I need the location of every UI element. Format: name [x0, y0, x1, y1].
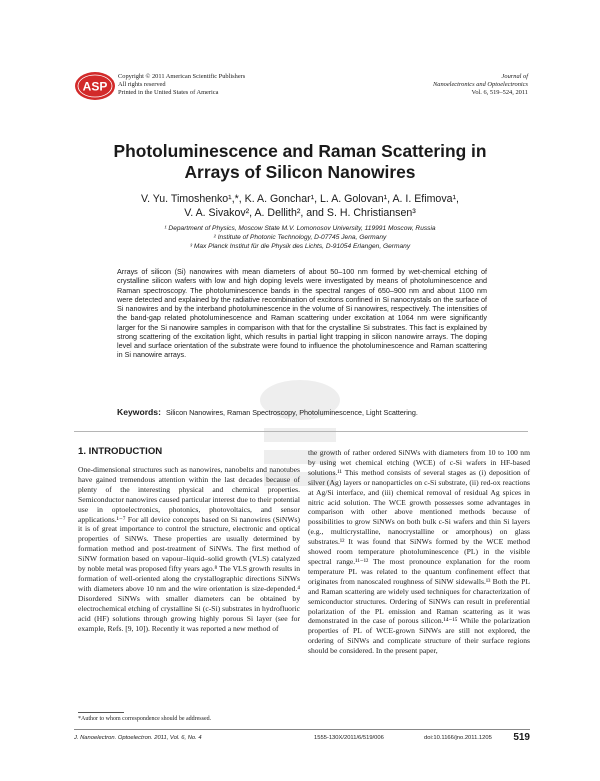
title-line: Arrays of Silicon Nanowires — [184, 162, 416, 182]
keywords-label: Keywords: — [117, 407, 161, 417]
footer-journal: J. Nanoelectron. Optoelectron. 2011, Vol. 6, No. 4 — [74, 735, 202, 741]
section-divider — [74, 431, 528, 432]
keywords — [117, 408, 487, 417]
keywords-text: Silicon Nanowires, Raman Spectroscopy, Photoluminescence, Light Scattering. — [165, 408, 418, 417]
journal-name-line: Journal of — [501, 73, 528, 80]
copyright-notice — [118, 73, 245, 98]
asp-logo — [74, 71, 116, 101]
affiliation-line: ³ Max Planck Institut für die Physik des Lichts, D-91054 Erlangen, Germany — [189, 242, 411, 250]
footer-issn: 1555-130X/2011/6/519/006 — [314, 735, 384, 741]
affiliations — [60, 225, 540, 251]
authors-line: V. A. Sivakov², A. Dellith², and S. H. Christiansen³ — [184, 206, 416, 219]
abstract: Arrays of silicon (Si) nanowires with mean diameters of about 50–100 nm formed by wet-chemical etching of crystalline silicon wafers with low and high doping levels were investigated by means of photoluminescence and Raman spectroscopy. The photoluminescence bands in the spectral ranges of 650–900 nm and about 1100 nm were detected and explained by the radiative recombination of excitons confined in Si nanocrystals on the surface of Si nanowires and by the interband photoluminescence in the volume of Si nanowires, respectively. The intensities of the band-gap related photoluminescence and Raman scattering under excitation at 1064 nm were significantly larger for the Si nanowire samples in comparison with that for the crystalline Si substrates. This fact is explained by strong scattering of the excitation light, which results in partial light trapping in silicon nanowire arrays. The doping level and surface orientation of the substrate were found to influence the photoluminescence and Raman scattering in Si nanowire arrays. — [117, 267, 487, 360]
copyright-line: Printed in the United States of America — [118, 89, 219, 97]
journal-name-line: Nanoelectronics and Optoelectronics — [432, 81, 528, 89]
footer-divider — [74, 729, 530, 730]
paper-title — [60, 141, 540, 183]
footer-doi: doi:10.1166/jno.2011.1205 — [424, 735, 492, 741]
footnote: *Author to whom correspondence should be addressed. — [78, 716, 212, 722]
copyright-line: Copyright © 2011 American Scientific Publishers — [118, 73, 246, 80]
affiliation-line: ² Institute of Photonic Technology, D-07745 Jena, Germany — [213, 233, 387, 241]
page-number: 519 — [513, 732, 530, 743]
body-column-left: One-dimensional structures such as nanowires, nanobelts and nanotubes have gained tremendous attention within the last decades because of plenty of the interesting physical and chemical properties. Semiconductor nanowires caused particular interest due to their potential use in optoelectronics, photonics, photovoltaics, and sensor applications.¹⁻⁷ For all device concepts based on Si nanowires (SiNWs) it is of great importance to control the structure, electronic and optical properties of SiNWs. These properties are usually determined by formation method and post-treatment of SiNWs. The first method of SiNW formation based on vapour–liquid–solid growth (VLS) catalyzed by noble metal was proposed fifty years ago.⁸ The VLS growth results in formation of well-oriented along the crystallographic directions SiNWs with diameters above 10 nm and the wire orientation is size-depended.⁴ Disordered SiNWs with smaller diameters can be obtained by electrochemical etching of crystalline Si (c-Si) substrates in hydrofluoric acid (HF) solutions through growing highly porous Si layer (see for example, Refs. [9, 10]). Recently it was reported a new method of — [78, 465, 300, 633]
authors-line: V. Yu. Timoshenko¹,*, K. A. Gonchar¹, L. A. Golovan¹, A. I. Efimova¹, — [141, 193, 459, 205]
affiliation-line: ¹ Department of Physics, Moscow State M.V. Lomonosov University, 119991 Moscow, Russia — [164, 225, 436, 232]
author-list — [60, 193, 540, 221]
body-column-right: the growth of rather ordered SiNWs with diameters from 10 to 100 nm by using wet chemical etching (WCE) of c-Si wafers in HF-based solutions.¹¹ This method consists of several stages as (i) deposition of silver (Ag) layers or nanoparticles on c-Si substrate, (ii) red-ox reactions at Ag/Si interface, and (iii) chemical removal of residual Ag spices in nitric acid solution. The WCE growth possesses some advantages in comparison with other above mentioned methods because of possibilities to grow SiNWs on both bulk c-Si wafers and thin Si layers (e.g., multicrystalline, nanocrystalline or amorphous) on glass substrates.¹² It was found that SiNWs formed by the WCE method showed room temperature photoluminescence (PL) in the visible spectral range.¹¹⁻¹² The most pronounce explanation for the room temperature PL was related to the quantum confinement effect that originates from nanoscaled roughness of SiNW sidewalls.¹³ Both the PL and Raman scattering are widely used techniques for characterization of semiconductor structures. Ordering of SiNWs can result in preferential polarization of the PL emission and Raman scattering as it was demonstrated in the case of porous silicon.¹⁴⁻¹⁵ While the polarization properties of PL of WCE-grown SiNWs are still not explored, the ordering of SiNWs and complicate structure of their surface regions should be considered. In the present paper, — [308, 448, 530, 656]
journal-info — [433, 73, 528, 98]
footnote-divider — [78, 712, 124, 713]
volume-line: Vol. 6, 519–524, 2011 — [471, 89, 528, 97]
section-heading: 1. INTRODUCTION — [78, 446, 163, 457]
logo-text: ASP — [82, 79, 108, 94]
copyright-line: All rights reserved — [118, 81, 166, 89]
title-line: Photoluminescence and Raman Scattering in — [113, 141, 487, 161]
